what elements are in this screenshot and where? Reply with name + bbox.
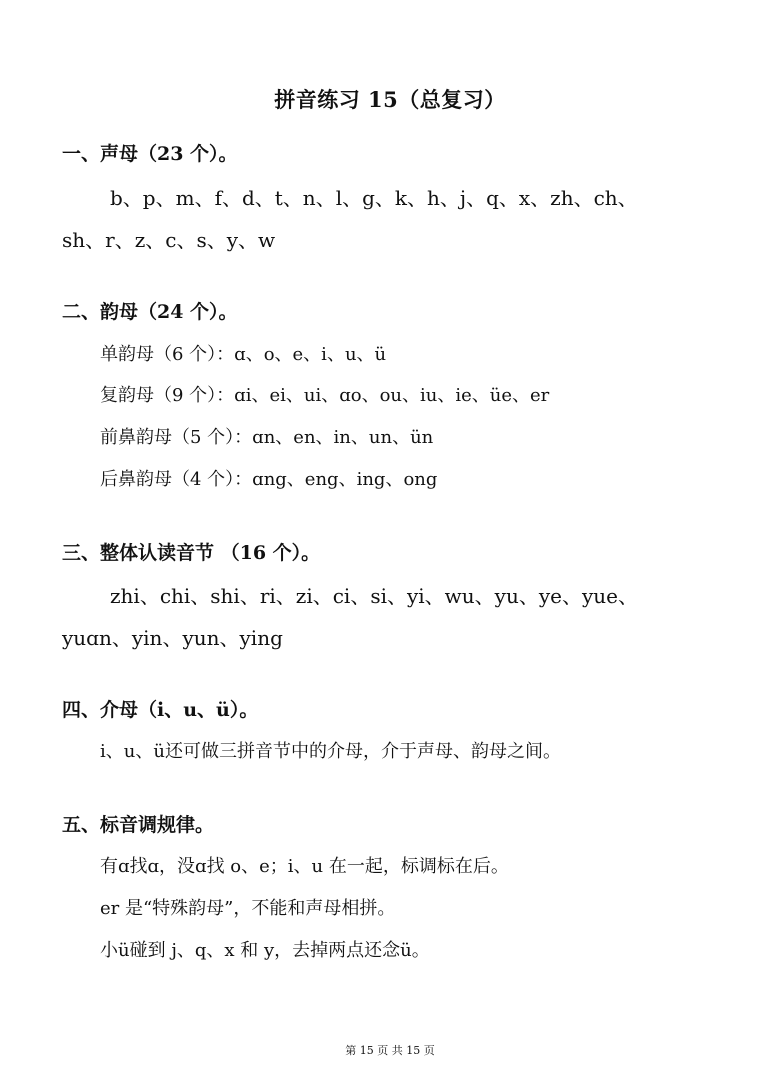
whole-syllables-line-1: zhi、chi、shi、ri、zi、ci、si、yi、wu、yu、ye、yue、 [110, 584, 639, 608]
page-title: 拼音练习 15（总复习） [274, 87, 506, 112]
finals-front-nasal: 前鼻韵母（5 个）：ɑn、en、in、un、ün [100, 427, 434, 448]
section-heading-initials: 一、声母（23 个）。 [62, 143, 238, 165]
finals-back-nasal: 后鼻韵母（4 个）：ɑng、eng、ing、ong [100, 469, 438, 490]
page-footer: 第 15 页 共 15 页 [345, 1044, 435, 1057]
initials-line-2: sh、r、z、c、s、y、w [62, 228, 276, 252]
section-heading-finals: 二、韵母（24 个）。 [62, 301, 238, 323]
tone-rule-3: 小ü碰到 j、q、x 和 y，去掉两点还念ü。 [100, 940, 430, 961]
medials-text: i、u、ü还可做三拼音节中的介母，介于声母、韵母之间。 [100, 741, 561, 762]
section-heading-whole-syllables: 三、整体认读音节 （16 个）。 [62, 542, 321, 564]
finals-simple: 单韵母（6 个）：ɑ、o、e、i、u、ü [100, 344, 387, 365]
initials-line-1: b、p、m、f、d、t、n、l、g、k、h、j、q、x、zh、ch、 [110, 186, 638, 210]
section-heading-tone-rules: 五、标音调规律。 [62, 814, 215, 836]
tone-rule-2: er 是“特殊韵母”，不能和声母相拼。 [100, 898, 396, 919]
section-heading-medials: 四、介母（i、u、ü）。 [62, 699, 259, 721]
whole-syllables-line-2: yuɑn、yin、yun、ying [62, 626, 283, 650]
finals-compound: 复韵母（9 个）：ɑi、ei、ui、ɑo、ou、iu、ie、üe、er [100, 385, 550, 406]
tone-rule-1: 有ɑ找ɑ，没ɑ找 o、e；i、u 在一起，标调标在后。 [100, 856, 509, 877]
